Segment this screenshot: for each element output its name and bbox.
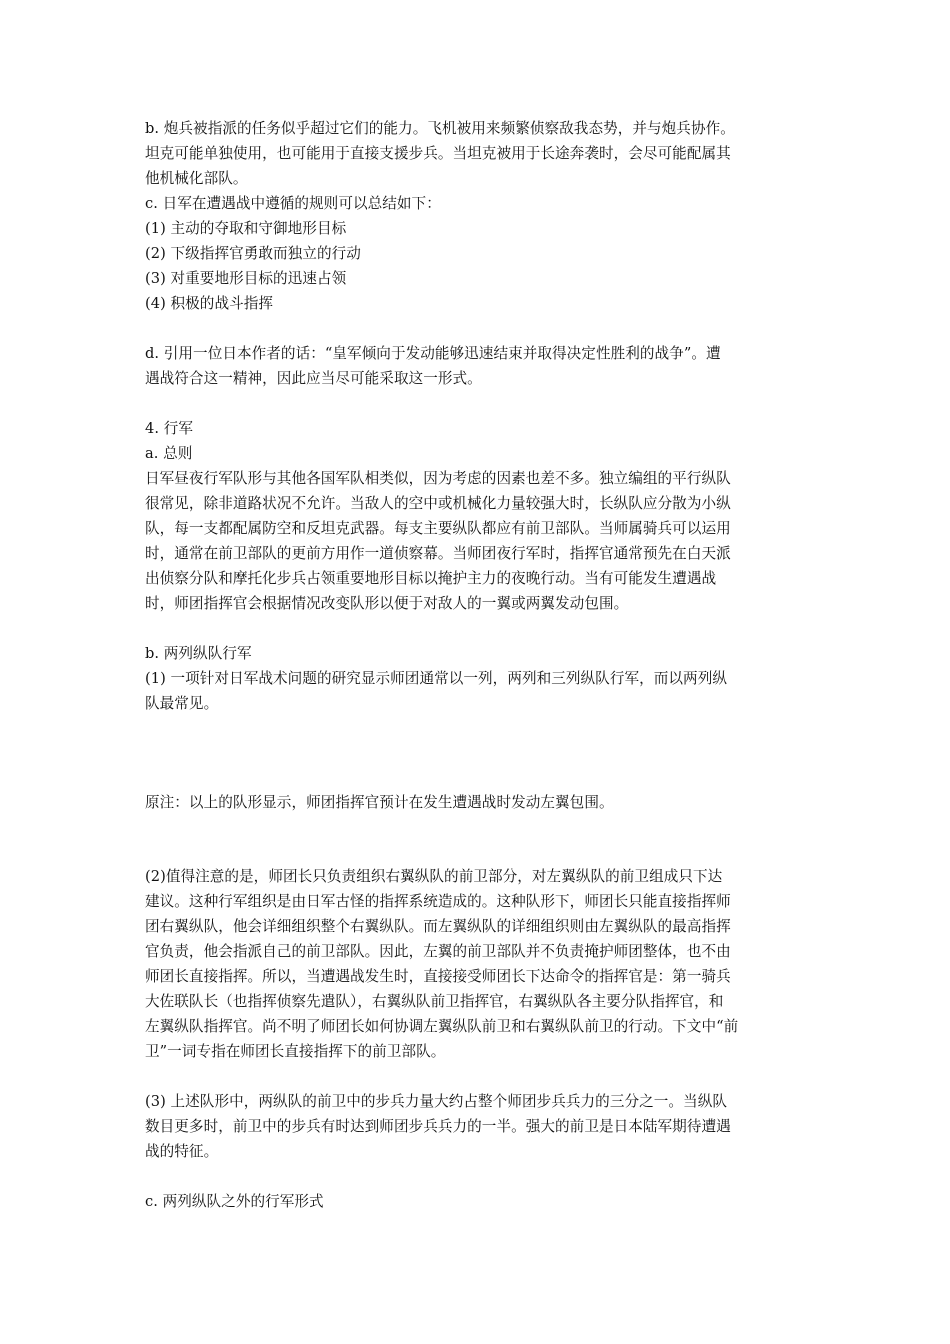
text-line: 数目更多时，前卫中的步兵有时达到师团步兵兵力的一半。强大的前卫是日本陆军期待遭遇 <box>145 1118 731 1135</box>
subsection-heading: a. 总则 <box>145 445 193 462</box>
text-line: 卫”一词专指在师团长直接指挥下的前卫部队。 <box>145 1043 446 1060</box>
subsection-heading: b. 两列纵队行军 <box>145 645 252 662</box>
text-line: 战的特征。 <box>145 1143 219 1160</box>
text-line: 坦克可能单独使用，也可能用于直接支援步兵。当坦克被用于长途奔袭时，会尽可能配属其 <box>145 145 731 162</box>
list-item: (1) 主动的夺取和守御地形目标 <box>145 220 347 237</box>
subsection-other-march-forms <box>145 1189 810 1214</box>
text-line: 队，每一支都配属防空和反坦克武器。每支主要纵队都应有前卫部队。当师属骑兵可以运用 <box>145 520 731 537</box>
list-item: (2) 下级指挥官勇敢而独立的行动 <box>145 245 361 262</box>
text-line: (1) 一项针对日军战术问题的研究显示师团通常以一列，两列和三列纵队行军，而以两列纵 <box>145 670 727 687</box>
section-march <box>145 416 810 616</box>
text-line: b. 炮兵被指派的任务似乎超过它们的能力。飞机被用来频繁侦察敌我态势，并与炮兵协作。 <box>145 120 735 137</box>
section-heading: 4. 行军 <box>145 420 194 437</box>
text-line: 他机械化部队。 <box>145 170 248 187</box>
paragraph-artillery-aircraft-tanks <box>145 116 810 316</box>
paragraph-division-commander <box>145 864 810 1064</box>
text-line: d. 引用一位日本作者的话：“皇军倾向于发动能够迅速结束并取得决定性胜利的战争”。遭 <box>145 345 721 362</box>
text-line: c. 日军在遭遇战中遵循的规则可以总结如下： <box>145 195 441 212</box>
text-line: 日军昼夜行军队形与其他各国军队相类似，因为考虑的因素也差不多。独立编组的平行纵队 <box>145 470 731 487</box>
paragraph-quote <box>145 341 810 391</box>
text-line: 建议。这种行军组织是由日军古怪的指挥系统造成的。这种队形下，师团长只能直接指挥师 <box>145 893 731 910</box>
text-line: 大佐联队长（也指挥侦察先遣队），右翼纵队前卫指挥官，右翼纵队各主要分队指挥官，和 <box>145 993 724 1010</box>
text-line: 时，通常在前卫部队的更前方用作一道侦察幕。当师团夜行军时，指挥官通常预先在白天派 <box>145 545 731 562</box>
text-line: (2)值得注意的是，师团长只负责组织右翼纵队的前卫部分，对左翼纵队的前卫组成只下达 <box>145 868 723 885</box>
text-line: 左翼纵队指挥官。尚不明了师团长如何协调左翼纵队前卫和右翼纵队前卫的行动。下文中“前 <box>145 1018 739 1035</box>
subsection-heading: c. 两列纵队之外的行军形式 <box>145 1193 324 1210</box>
subsection-two-column-march <box>145 641 810 716</box>
text-line: 时，师团指挥官会根据情况改变队形以便于对敌人的一翼或两翼发动包围。 <box>145 595 629 612</box>
text-line: 师团长直接指挥。所以，当遭遇战发生时，直接接受师团长下达命令的指挥官是：第一骑兵 <box>145 968 731 985</box>
document-page <box>145 116 810 1214</box>
list-item: (4) 积极的战斗指挥 <box>145 295 274 312</box>
original-note <box>145 790 810 815</box>
list-item: (3) 对重要地形目标的迅速占领 <box>145 270 347 287</box>
text-line: 遇战符合这一精神，因此应当尽可能采取这一形式。 <box>145 370 482 387</box>
paragraph-advance-guard-strength <box>145 1089 810 1164</box>
text-line: 原注：以上的队形显示，师团指挥官预计在发生遭遇战时发动左翼包围。 <box>145 794 614 811</box>
text-line: 团右翼纵队，他会详细组织整个右翼纵队。而左翼纵队的详细组织则由左翼纵队的最高指挥 <box>145 918 731 935</box>
text-line: 官负责，他会指派自己的前卫部队。因此，左翼的前卫部队并不负责掩护师团整体，也不由 <box>145 943 731 960</box>
text-line: 很常见，除非道路状况不允许。当敌人的空中或机械化力量较强大时，长纵队应分散为小纵 <box>145 495 731 512</box>
text-line: 队最常见。 <box>145 695 219 712</box>
text-line: 出侦察分队和摩托化步兵占领重要地形目标以掩护主力的夜晚行动。当有可能发生遭遇战 <box>145 570 717 587</box>
text-line: (3) 上述队形中，两纵队的前卫中的步兵力量大约占整个师团步兵兵力的三分之一。当纵队 <box>145 1093 727 1110</box>
